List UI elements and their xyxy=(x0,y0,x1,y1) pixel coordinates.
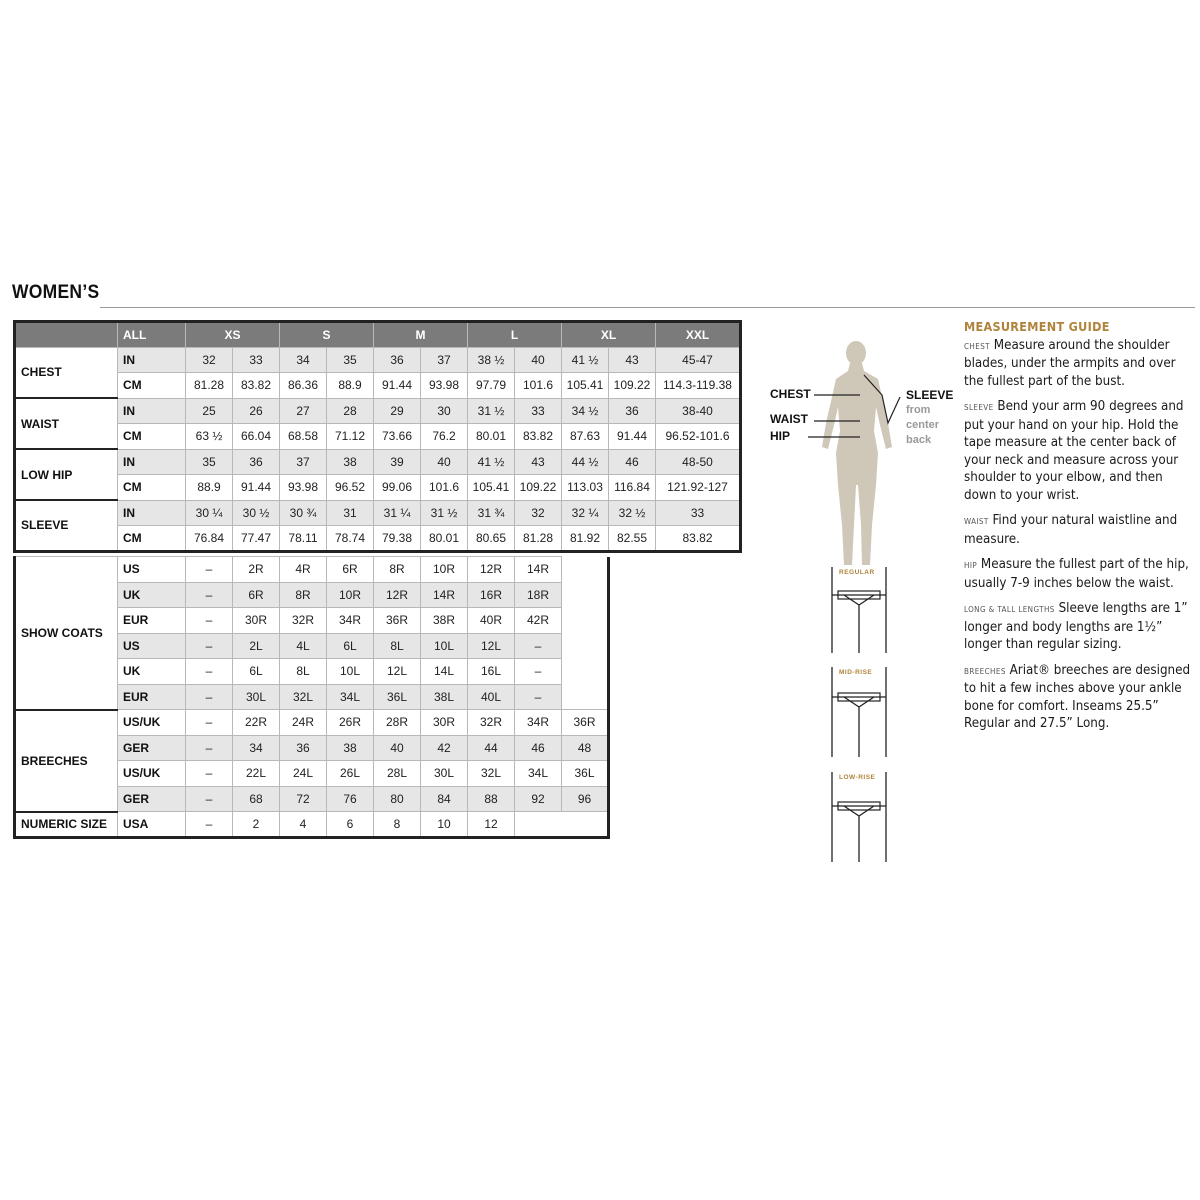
table-cell: 105.41 xyxy=(562,373,609,399)
table-cell: 36 xyxy=(233,449,280,475)
table-cell: 22L xyxy=(233,761,280,787)
unit-label: USA xyxy=(118,812,186,838)
unit-label: IN xyxy=(118,347,186,373)
table-cell: 66.04 xyxy=(233,424,280,450)
table-cell: 42R xyxy=(515,608,562,634)
title-divider xyxy=(100,307,1195,308)
table-cell: 80.65 xyxy=(468,526,515,552)
guide-item-chest: CHEST Measure around the shoulder blades, under the armpits and over the fullest part of the bust. xyxy=(964,337,1176,389)
table-cell: 30L xyxy=(421,761,468,787)
table-cell: – xyxy=(186,633,233,659)
unit-label: GER xyxy=(118,735,186,761)
table-cell: 32R xyxy=(280,608,327,634)
table-cell: 83.82 xyxy=(656,526,741,552)
category-label: LOW HIP xyxy=(15,449,118,500)
table-cell: 32R xyxy=(468,710,515,736)
unit-label: EUR xyxy=(118,608,186,634)
table-cell: 96 xyxy=(562,786,609,812)
header-size: L xyxy=(468,322,562,348)
table-cell: 30 xyxy=(421,398,468,424)
unit-label: CM xyxy=(118,373,186,399)
table-cell: 34 xyxy=(280,347,327,373)
table-cell: 40 xyxy=(374,735,421,761)
table-cell: 8R xyxy=(280,582,327,608)
table-cell: 8R xyxy=(374,557,421,583)
table-cell: 31 ½ xyxy=(468,398,515,424)
table-row xyxy=(15,398,741,424)
table-cell: 44 ½ xyxy=(562,449,609,475)
table-cell: 36 xyxy=(374,347,421,373)
unit-label: IN xyxy=(118,500,186,526)
pants-regular-rise xyxy=(824,565,894,659)
table-cell: 81.28 xyxy=(515,526,562,552)
table-row xyxy=(15,347,741,373)
empty-cell xyxy=(562,684,609,710)
table-cell: 96.52-101.6 xyxy=(656,424,741,450)
table-cell: 40R xyxy=(468,608,515,634)
table-cell: 68.58 xyxy=(280,424,327,450)
table-cell: 10R xyxy=(421,557,468,583)
table-cell: 63 ½ xyxy=(186,424,233,450)
chest-label: CHEST xyxy=(770,387,811,401)
table-cell: 77.47 xyxy=(233,526,280,552)
table-cell: 46 xyxy=(609,449,656,475)
table-cell: 88.9 xyxy=(186,475,233,501)
guide-item-hip: HIP Measure the fullest part of the hip, usually 7-9 inches below the waist. xyxy=(964,557,1189,591)
table-cell: 88 xyxy=(468,786,515,812)
pants-icon xyxy=(824,770,894,865)
pants-low-rise-label: LOW-RISE xyxy=(839,774,876,781)
table-cell: 8 xyxy=(374,812,421,838)
table-cell: 31 ½ xyxy=(421,500,468,526)
table-cell: – xyxy=(186,582,233,608)
table-cell: 4L xyxy=(280,633,327,659)
table-cell: 38 xyxy=(327,735,374,761)
pants-mid-rise xyxy=(824,665,894,764)
table-cell: 76.84 xyxy=(186,526,233,552)
category-label: SLEEVE xyxy=(15,500,118,551)
table-cell: 30L xyxy=(233,684,280,710)
table-cell: 28L xyxy=(374,761,421,787)
empty-cell xyxy=(562,557,609,583)
table-cell: 36R xyxy=(562,710,609,736)
unit-label: IN xyxy=(118,449,186,475)
sleeve-sub-1: from xyxy=(906,404,931,416)
table-cell: 36 xyxy=(280,735,327,761)
table-cell: 80.01 xyxy=(468,424,515,450)
table-cell: – xyxy=(186,608,233,634)
table-cell: 31 ¼ xyxy=(374,500,421,526)
table-cell: 32 ½ xyxy=(609,500,656,526)
table-cell: 33 xyxy=(233,347,280,373)
unit-label: UK xyxy=(118,582,186,608)
table-cell: 31 xyxy=(327,500,374,526)
table-cell: 12 xyxy=(468,812,515,838)
body-figure-illustration xyxy=(764,335,954,575)
table-cell: 96.52 xyxy=(327,475,374,501)
table-cell: 84 xyxy=(421,786,468,812)
table-cell: 24L xyxy=(280,761,327,787)
table-row xyxy=(15,373,741,399)
table-cell: 116.84 xyxy=(609,475,656,501)
table-cell: 97.79 xyxy=(468,373,515,399)
table-cell: 91.44 xyxy=(374,373,421,399)
table-cell: 91.44 xyxy=(233,475,280,501)
table-cell: 6 xyxy=(327,812,374,838)
table-cell: 87.63 xyxy=(562,424,609,450)
unit-label: IN xyxy=(118,398,186,424)
header-size: M xyxy=(374,322,468,348)
table-cell: 26R xyxy=(327,710,374,736)
table-cell: 45-47 xyxy=(656,347,741,373)
measurement-guide xyxy=(964,318,1196,741)
table-cell: 34R xyxy=(327,608,374,634)
waist-label: WAIST xyxy=(770,412,808,426)
table-cell: 10 xyxy=(421,812,468,838)
table-cell: 105.41 xyxy=(468,475,515,501)
table-cell: 38 ½ xyxy=(468,347,515,373)
table-cell: 31 ¾ xyxy=(468,500,515,526)
table-cell: 12R xyxy=(374,582,421,608)
table-cell: 6R xyxy=(327,557,374,583)
table-cell: 4 xyxy=(280,812,327,838)
table-cell: 36L xyxy=(374,684,421,710)
pants-low-rise xyxy=(824,770,894,869)
table-cell: 2R xyxy=(233,557,280,583)
table-cell: 32 xyxy=(186,347,233,373)
table-cell: 121.92-127 xyxy=(656,475,741,501)
table-cell: 40L xyxy=(468,684,515,710)
table-cell: 32L xyxy=(280,684,327,710)
guide-heading: MEASUREMENT GUIDE xyxy=(964,319,1110,334)
table-cell: 14R xyxy=(421,582,468,608)
table-cell: 93.98 xyxy=(421,373,468,399)
table-cell: – xyxy=(515,659,562,685)
table-cell: – xyxy=(186,786,233,812)
empty-cell xyxy=(562,812,609,838)
table-cell: 44 xyxy=(468,735,515,761)
table-cell: – xyxy=(186,684,233,710)
table-row xyxy=(15,557,609,583)
table-cell: 93.98 xyxy=(280,475,327,501)
table-cell: 26L xyxy=(327,761,374,787)
table-cell: 76.2 xyxy=(421,424,468,450)
table-cell: 30 ¾ xyxy=(280,500,327,526)
table-cell: 41 ½ xyxy=(562,347,609,373)
table-cell: 12L xyxy=(374,659,421,685)
table-cell: 16R xyxy=(468,582,515,608)
empty-cell xyxy=(562,659,609,685)
table-row xyxy=(15,526,741,552)
table-cell: – xyxy=(515,633,562,659)
table-cell: – xyxy=(186,710,233,736)
table-cell: 12L xyxy=(468,633,515,659)
table-cell: 38-40 xyxy=(656,398,741,424)
category-label: WAIST xyxy=(15,398,118,449)
table-cell: 40 xyxy=(515,347,562,373)
header-all: ALL xyxy=(118,322,186,348)
table-cell: 91.44 xyxy=(609,424,656,450)
woman-silhouette-icon xyxy=(764,335,954,575)
table-row xyxy=(15,449,741,475)
table-cell: 83.82 xyxy=(515,424,562,450)
table-cell: 88.9 xyxy=(327,373,374,399)
table-cell: 43 xyxy=(609,347,656,373)
unit-label: CM xyxy=(118,526,186,552)
table-cell: 34R xyxy=(515,710,562,736)
table-cell: – xyxy=(515,684,562,710)
table-row xyxy=(15,475,741,501)
table-cell: 86.36 xyxy=(280,373,327,399)
unit-label: EUR xyxy=(118,684,186,710)
table-cell: 114.3-119.38 xyxy=(656,373,741,399)
table-cell: 24R xyxy=(280,710,327,736)
body-measurement-table xyxy=(13,320,742,553)
table-cell: 26 xyxy=(233,398,280,424)
unit-label: CM xyxy=(118,424,186,450)
pants-mid-rise-label: MID-RISE xyxy=(839,669,873,676)
table-cell: 80 xyxy=(374,786,421,812)
table-cell: 14L xyxy=(421,659,468,685)
table-cell: 29 xyxy=(374,398,421,424)
table-cell: 6L xyxy=(327,633,374,659)
header-corner xyxy=(15,322,118,348)
table-cell: 10L xyxy=(421,633,468,659)
category-label: CHEST xyxy=(15,347,118,398)
table-cell: 78.11 xyxy=(280,526,327,552)
pants-icon xyxy=(824,565,894,655)
table-cell: 35 xyxy=(327,347,374,373)
header-size: XS xyxy=(186,322,280,348)
guide-item-sleeve: SLEEVE Bend your arm 90 degrees and put your hand on your hip. Hold the tape measure at the center back of your neck and measure across your shoulder to your elbow, and then down to your wrist. xyxy=(964,399,1184,503)
table-cell: 30 ½ xyxy=(233,500,280,526)
table-cell: 28 xyxy=(327,398,374,424)
table-cell: 2L xyxy=(233,633,280,659)
table-cell: 32L xyxy=(468,761,515,787)
empty-cell xyxy=(562,633,609,659)
table-cell: – xyxy=(186,557,233,583)
table-cell: 28R xyxy=(374,710,421,736)
table-cell: – xyxy=(186,659,233,685)
table-cell: 16L xyxy=(468,659,515,685)
table-row xyxy=(15,424,741,450)
table-cell: 39 xyxy=(374,449,421,475)
table-cell: 10R xyxy=(327,582,374,608)
table-cell: 99.06 xyxy=(374,475,421,501)
garment-size-table xyxy=(13,556,610,839)
table-cell: 92 xyxy=(515,786,562,812)
table-cell: 18R xyxy=(515,582,562,608)
unit-label: UK xyxy=(118,659,186,685)
table-cell: 81.28 xyxy=(186,373,233,399)
table-cell: 30 ¼ xyxy=(186,500,233,526)
empty-cell xyxy=(562,608,609,634)
table-cell: 46 xyxy=(515,735,562,761)
table-cell: 32 xyxy=(515,500,562,526)
pants-regular-label: REGULAR xyxy=(839,569,875,576)
table-cell: 83.82 xyxy=(233,373,280,399)
guide-item-breeches: BREECHES Ariat® breeches are designed to hit a few inches above your ankle bone for comfort. Inseams 25.5” Regular and 27.5” Long. xyxy=(964,662,1191,731)
table-cell: 101.6 xyxy=(421,475,468,501)
table-cell: 12R xyxy=(468,557,515,583)
header-size: XXL xyxy=(656,322,741,348)
table-row xyxy=(15,710,609,736)
hip-label: HIP xyxy=(770,429,791,443)
table-cell: 30R xyxy=(233,608,280,634)
table-cell: 48-50 xyxy=(656,449,741,475)
table-cell: – xyxy=(186,761,233,787)
table-cell: 22R xyxy=(233,710,280,736)
table-cell: 42 xyxy=(421,735,468,761)
table-cell: 79.38 xyxy=(374,526,421,552)
header-size: XL xyxy=(562,322,656,348)
category-label: SHOW COATS xyxy=(15,557,118,710)
table-cell: 6L xyxy=(233,659,280,685)
table-cell: 68 xyxy=(233,786,280,812)
table-cell: 37 xyxy=(280,449,327,475)
table-cell: 37 xyxy=(421,347,468,373)
guide-item-long-tall: LONG & TALL LENGTHS Sleeve lengths are 1” longer and body lengths are 1½” longer than regular sizing. xyxy=(964,601,1188,652)
sleeve-sub-2: center xyxy=(906,419,940,431)
table-cell: 101.6 xyxy=(515,373,562,399)
unit-label: US/UK xyxy=(118,761,186,787)
table-cell: 10L xyxy=(327,659,374,685)
table-cell: – xyxy=(186,735,233,761)
table-cell: 80.01 xyxy=(421,526,468,552)
table-cell: 14R xyxy=(515,557,562,583)
table-cell: 36 xyxy=(609,398,656,424)
table-cell: 40 xyxy=(421,449,468,475)
table-cell: 8L xyxy=(374,633,421,659)
table-cell: 34 xyxy=(233,735,280,761)
unit-label: GER xyxy=(118,786,186,812)
table-cell: 73.66 xyxy=(374,424,421,450)
table-cell: 109.22 xyxy=(609,373,656,399)
unit-label: US/UK xyxy=(118,710,186,736)
empty-cell xyxy=(562,582,609,608)
table-cell: 8L xyxy=(280,659,327,685)
table-cell: 48 xyxy=(562,735,609,761)
table-row xyxy=(15,812,609,838)
table-cell: 82.55 xyxy=(609,526,656,552)
header-row xyxy=(15,322,741,348)
table-cell: 76 xyxy=(327,786,374,812)
table-cell: 71.12 xyxy=(327,424,374,450)
table-cell: 36L xyxy=(562,761,609,787)
table-cell: 113.03 xyxy=(562,475,609,501)
sleeve-sub-3: back xyxy=(906,434,932,446)
table-cell: 109.22 xyxy=(515,475,562,501)
table-cell: 33 xyxy=(656,500,741,526)
table-cell: 34L xyxy=(515,761,562,787)
header-size: S xyxy=(280,322,374,348)
table-cell: 27 xyxy=(280,398,327,424)
table-cell: 30R xyxy=(421,710,468,736)
table-cell: 25 xyxy=(186,398,233,424)
guide-item-waist: WAIST Find your natural waistline and measure. xyxy=(964,513,1178,547)
table-cell: 2 xyxy=(233,812,280,838)
table-cell: 38L xyxy=(421,684,468,710)
table-row xyxy=(15,500,741,526)
table-cell: 4R xyxy=(280,557,327,583)
table-cell: 34 ½ xyxy=(562,398,609,424)
table-cell: 72 xyxy=(280,786,327,812)
table-cell: 43 xyxy=(515,449,562,475)
category-label: NUMERIC SIZE xyxy=(15,812,118,838)
table-cell: 35 xyxy=(186,449,233,475)
unit-label: US xyxy=(118,633,186,659)
table-cell: 34L xyxy=(327,684,374,710)
unit-label: US xyxy=(118,557,186,583)
table-cell: 32 ¼ xyxy=(562,500,609,526)
table-cell: 33 xyxy=(515,398,562,424)
category-label: BREECHES xyxy=(15,710,118,812)
table-cell: 81.92 xyxy=(562,526,609,552)
pants-icon xyxy=(824,665,894,760)
table-cell: 78.74 xyxy=(327,526,374,552)
table-cell: 38R xyxy=(421,608,468,634)
table-cell: – xyxy=(186,812,233,838)
table-cell: 36R xyxy=(374,608,421,634)
table-cell: 38 xyxy=(327,449,374,475)
page-title: WOMEN’S xyxy=(12,282,100,303)
unit-label: CM xyxy=(118,475,186,501)
empty-cell xyxy=(515,812,562,838)
sleeve-label: SLEEVE xyxy=(906,388,954,402)
table-cell: 41 ½ xyxy=(468,449,515,475)
table-cell: 6R xyxy=(233,582,280,608)
